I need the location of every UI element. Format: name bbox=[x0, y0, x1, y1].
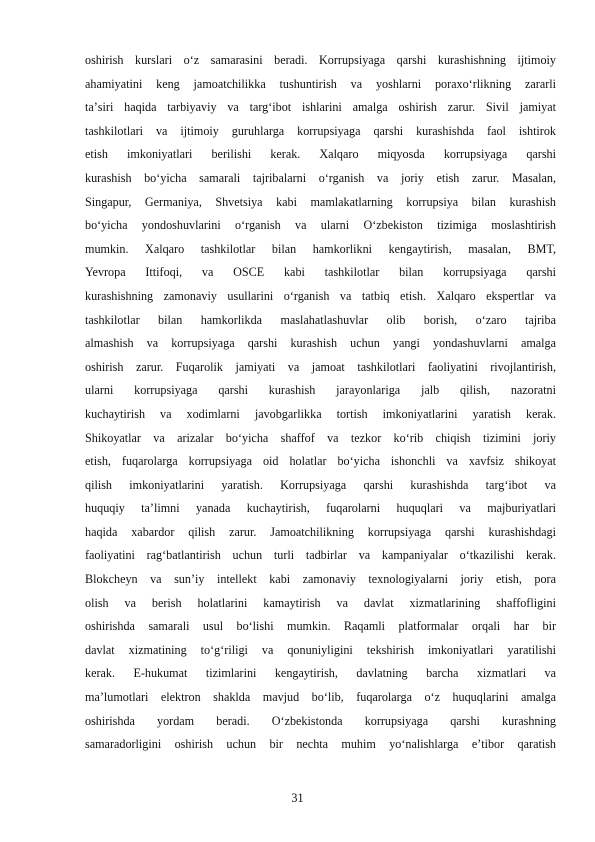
text-line: taʼsiri haqida tarbiyaviy va targʻibot ishlarini amalga oshirish zarur. Sivil jamiyat bbox=[85, 100, 556, 115]
page-number: 31 bbox=[291, 791, 304, 805]
text-line: olish va berish holatlarini kamaytirish va davlat xizmatlarining shaffofligini bbox=[85, 595, 556, 610]
text-line: Shikoyatlar va arizalar boʻyicha shaffof va tezkor koʻrib chiqish tizimini joriy bbox=[85, 430, 556, 445]
text-line: davlat xizmatining toʻgʻriligi va qonuniyligini tekshirish imkoniyatlari yaratilishi bbox=[85, 642, 556, 657]
text-line: tashkilotlari va ijtimoiy guruhlarga korrupsiyaga qarshi kurashishda faol ishtirok bbox=[85, 123, 556, 138]
text-line: etish, fuqarolarga korrupsiyaga oid holatlar boʻyicha ishonchli va xavfsiz shikoyat bbox=[85, 454, 556, 469]
text-line: mumkin. Xalqaro tashkilotlar bilan hamkorlikni kengaytirish, masalan, BMT, bbox=[85, 241, 556, 256]
text-line: ahamiyatini keng jamoatchilikka tushuntirish va yoshlarni poraxoʻrlikning zararli bbox=[85, 76, 556, 91]
text-line: oshirish kurslari oʻz samarasini beradi. Korrupsiyaga qarshi kurashishning ijtimoiy bbox=[85, 53, 556, 67]
text-line: boʻyicha yondoshuvlarini oʻrganish va ularni Oʻzbekiston tizimiga moslashtirish bbox=[85, 218, 556, 233]
text-line: oshirish zarur. Fuqarolik jamiyati va jamoat tashkilotlari faoliyatini rivojlantirish, bbox=[85, 359, 556, 374]
text-line: kurashishning zamonaviy usullarini oʻrganish va tatbiq etish. Xalqaro ekspertlar va bbox=[85, 288, 556, 303]
text-line: oshirishda samarali usul boʻlishi mumkin. Raqamli platformalar orqali har bir bbox=[85, 619, 556, 634]
text-line: Yevropa Ittifoqi, va OSCE kabi tashkilotlar bilan korrupsiyaga qarshi bbox=[85, 265, 556, 280]
text-line: haqida xabardor qilish zarur. Jamoatchilikning korrupsiyaga qarshi kurashishdagi bbox=[85, 524, 556, 539]
text-line: Singapur, Germaniya, Shvetsiya kabi mamlakatlarning korrupsiya bilan kurashish bbox=[85, 194, 556, 209]
text-line: tashkilotlar bilan hamkorlikda maslahatlashuvlar olib borish, oʻzaro tajriba bbox=[85, 312, 556, 327]
text-line: faoliyatini ragʻbatlantirish uchun turli tadbirlar va kampaniyalar oʻtkazilishi kerak. bbox=[85, 548, 556, 563]
text-line: etish imkoniyatlari berilishi kerak. Xalqaro miqyosda korrupsiyaga qarshi bbox=[85, 147, 556, 162]
text-line: Blokcheyn va sunʼiy intellekt kabi zamonaviy texnologiyalarni joriy etish, pora bbox=[85, 572, 556, 587]
text-line: qilish imkoniyatlarini yaratish. Korrupsiyaga qarshi kurashishda targʻibot va bbox=[85, 477, 556, 492]
text-line: kurashish boʻyicha samarali tajribalarni oʻrganish va joriy etish zarur. Masalan, bbox=[85, 170, 556, 185]
body-text bbox=[85, 49, 556, 757]
text-line: kuchaytirish va xodimlarni javobgarlikka tortish imkoniyatlarini yaratish kerak. bbox=[85, 406, 556, 421]
text-line: maʼlumotlari elektron shaklda mavjud boʻlib, fuqarolarga oʻz huquqlarini amalga bbox=[85, 690, 556, 705]
text-line: samaradorligini oshirish uchun bir nechta muhim yoʻnalishlarga eʼtibor qaratish bbox=[85, 737, 556, 752]
text-line: kerak. E-hukumat tizimlarini kengaytirish, davlatning barcha xizmatlari va bbox=[85, 666, 556, 681]
text-line: almashish va korrupsiyaga qarshi kurashish uchun yangi yondashuvlarni amalga bbox=[85, 336, 556, 351]
text-line: oshirishda yordam beradi. Oʻzbekistonda korrupsiyaga qarshi kurashning bbox=[85, 713, 556, 728]
text-line: huquqiy taʼlimni yanada kuchaytirish, fuqarolarni huquqlari va majburiyatlari bbox=[85, 501, 556, 516]
text-line: ularni korrupsiyaga qarshi kurashish jarayonlariga jalb qilish, nazoratni bbox=[85, 383, 556, 398]
